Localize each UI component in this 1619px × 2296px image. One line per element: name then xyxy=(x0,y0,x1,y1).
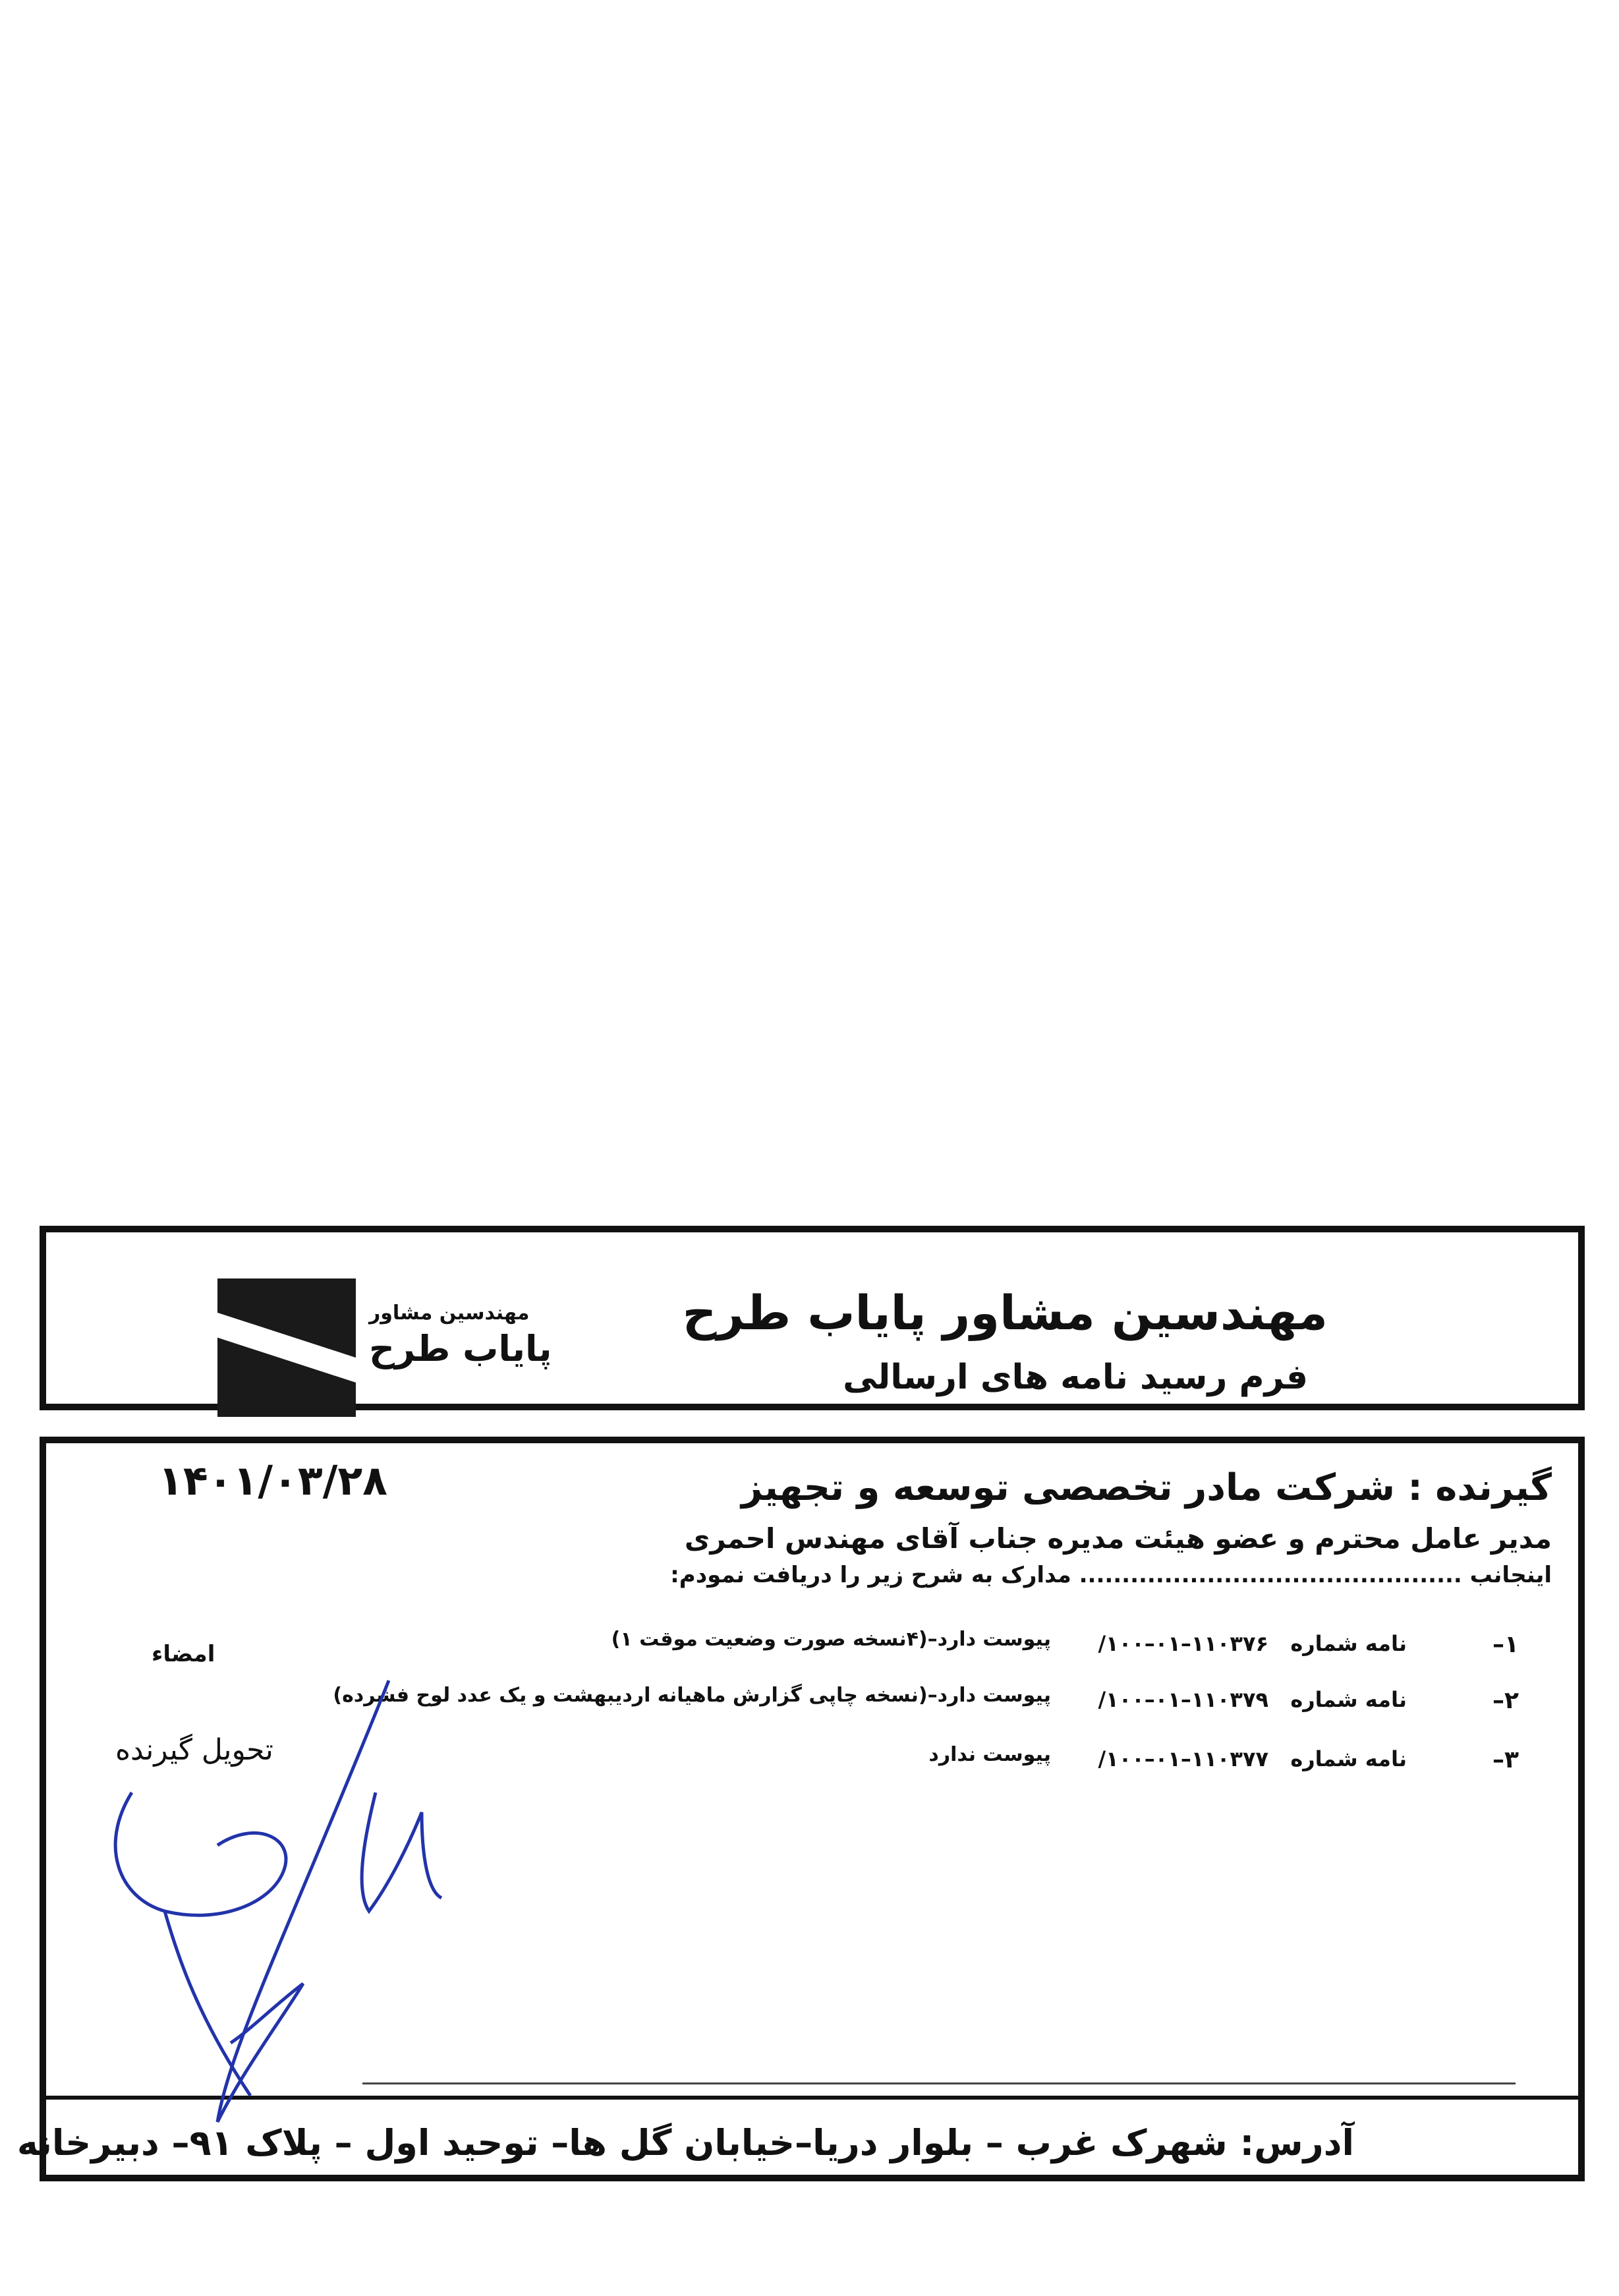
item-number: ۱۱۰۳۷۹–۰۱–۱۰۰/ xyxy=(1098,1687,1268,1712)
item-title: نامه شماره xyxy=(1290,1687,1407,1712)
item-index: ۱– xyxy=(1492,1631,1519,1658)
header-box xyxy=(40,1226,1585,1410)
item-title: نامه شماره xyxy=(1290,1746,1407,1771)
company-name: مهندسین مشاور پایاب طرح xyxy=(682,1285,1328,1340)
recipient: گیرنده : شرکت مادر تخصصی توسعه و تجهیز xyxy=(741,1466,1552,1509)
manager-line: مدیر عامل محترم و عضو هیئت مدیره جناب آقای مهندس احمری xyxy=(684,1522,1552,1555)
item-attachment: پیوست ندارد xyxy=(928,1743,1051,1766)
date: ۱۴۰۱/۰۳/۲۸ xyxy=(158,1456,388,1505)
signature-label: امضاء xyxy=(152,1641,215,1667)
item-title: نامه شماره xyxy=(1290,1631,1407,1656)
form-title: فرم رسید نامه های ارسالی xyxy=(843,1358,1308,1397)
receiver-label: تحویل گیرنده xyxy=(115,1733,273,1767)
acknowledgement-line: اینجانب ............................................. مدارک به شرح زیر را دریافت نمودم: xyxy=(670,1562,1552,1588)
address: آدرس: شهرک غرب – بلوار دریا–خیابان گل ها– توحید اول – پلاک ۹۱– دبیرخانه xyxy=(16,2122,1354,2164)
signature-line xyxy=(362,2082,1516,2084)
logo-name: پایاب طرح xyxy=(369,1328,552,1369)
item-number: ۱۱۰۳۷۷–۰۱–۱۰۰/ xyxy=(1098,1746,1268,1771)
item-index: ۳– xyxy=(1492,1746,1519,1773)
handwritten-signature-icon xyxy=(112,1674,507,2148)
item-attachment: پیوست دارد–(۴نسخه صورت وضعیت موقت ۱) xyxy=(611,1628,1051,1651)
company-logo-icon xyxy=(217,1278,356,1417)
logo-subtitle: مهندسین مشاور xyxy=(369,1302,530,1325)
item-index: ۲– xyxy=(1492,1687,1519,1714)
item-attachment: پیوست دارد–(نسخه چاپی گزارش ماهیانه اردیبهشت و یک عدد لوح فشرده) xyxy=(333,1684,1051,1707)
item-number: ۱۱۰۳۷۶–۰۱–۱۰۰/ xyxy=(1098,1631,1268,1656)
